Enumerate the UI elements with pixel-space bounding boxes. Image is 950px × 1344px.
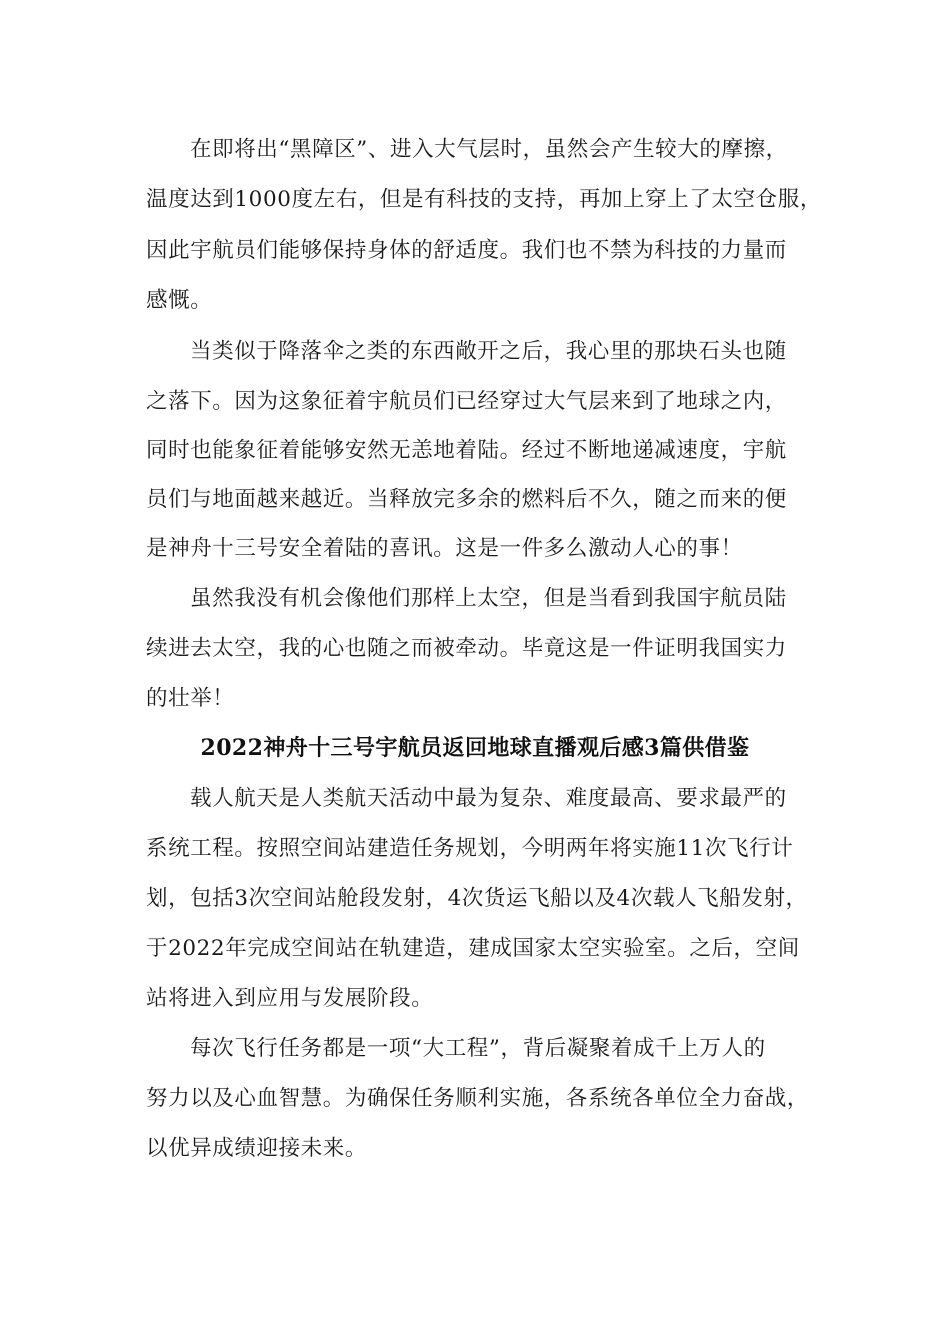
paragraph-line: 同时也能象征着能够安然无恙地着陆。经过不断地递减速度，宇航 [146, 438, 787, 463]
paragraph-line: 之落下。因为这象征着宇航员们已经穿过大气层来到了地球之内， [146, 389, 787, 414]
paragraph-line: 温度达到1000度左右，但是有科技的支持，再加上穿上了太空仓服， [146, 187, 822, 212]
paragraph-line: 虽然我没有机会像他们那样上太空，但是当看到我国宇航员陆 [190, 586, 787, 611]
paragraph-line: 站将进入到应用与发展阶段。 [146, 986, 434, 1011]
paragraph-line: 当类似于降落伞之类的东西敞开之后，我心里的那块石头也随 [190, 339, 787, 364]
paragraph-line: 续进去太空，我的心也随之而被牵动。毕竟这是一件证明我国实力 [146, 636, 787, 661]
paragraph-line: 的壮举！ [146, 686, 235, 711]
section-heading: 2022神舟十三号宇航员返回地球直播观后感3篇供借鉴 [200, 735, 750, 761]
paragraph-line: 感慨。 [146, 288, 213, 313]
paragraph-line: 于2022年完成空间站在轨建造，建成国家太空实验室。之后，空间 [146, 936, 800, 961]
paragraph-line: 努力以及心血智慧。为确保任务顺利实施，各系统各单位全力奋战， [146, 1086, 810, 1111]
paragraph-line: 载人航天是人类航天活动中最为复杂、难度最高、要求最严的 [190, 786, 787, 811]
paragraph-line: 在即将出“黑障区”、进入大气层时，虽然会产生较大的摩擦， [190, 137, 788, 162]
paragraph-line: 是神舟十三号安全着陆的喜讯。这是一件多么激动人心的事！ [146, 536, 743, 561]
paragraph-line: 以优异成绩迎接未来。 [146, 1136, 368, 1161]
paragraph-line: 每次飞行任务都是一项“大工程”，背后凝聚着成千上万人的 [190, 1036, 766, 1061]
paragraph-line: 系统工程。按照空间站建造任务规划，今明两年将实施11次飞行计 [146, 836, 794, 861]
paragraph-line: 因此宇航员们能够保持身体的舒适度。我们也不禁为科技的力量而 [146, 238, 787, 263]
paragraph-line: 划，包括3次空间站舱段发射，4次货运飞船以及4次载人飞船发射， [146, 886, 808, 911]
paragraph-line: 员们与地面越来越近。当释放完多余的燃料后不久，随之而来的便 [146, 487, 787, 512]
